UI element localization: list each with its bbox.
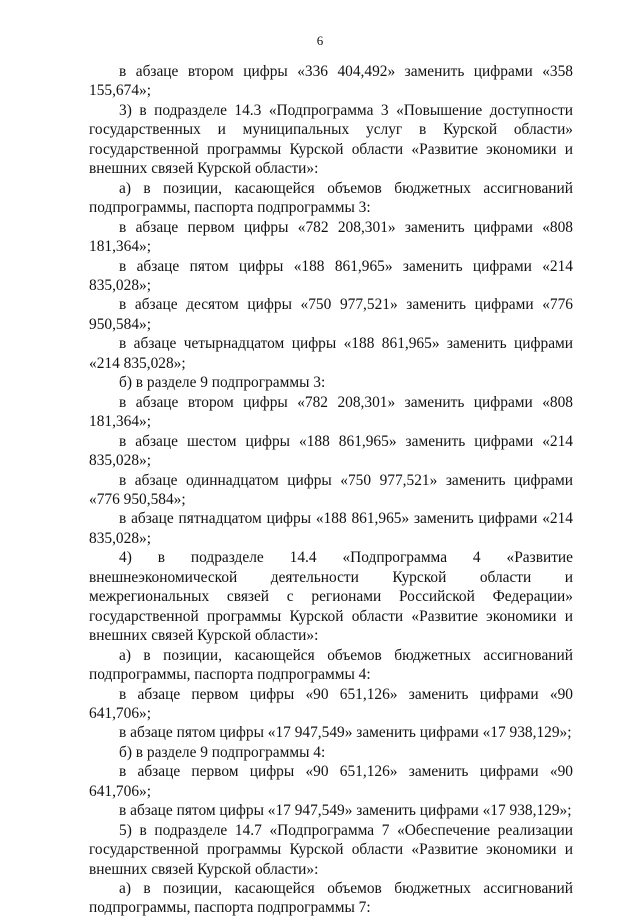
paragraph: в абзаце пятнадцатом цифры «188 861,965» заменить цифрами «214 835,028»; — [89, 510, 573, 547]
paragraph: в абзаце пятом цифры «188 861,965» заменить цифрами «214 835,028»; — [89, 257, 573, 294]
paragraph: в абзаце втором цифры «336 404,492» заменить цифрами «358 155,674»; — [89, 63, 573, 100]
paragraph: 5) в подразделе 14.7 «Подпрограмма 7 «Обеспечение реализации государственной программы Курской области «Развитие экономики и внешних связей Курской области»: — [89, 821, 573, 878]
page-number: 6 — [316, 33, 324, 48]
paragraph: в абзаце шестом цифры «188 861,965» заменить цифрами «214 835,028»; — [89, 432, 573, 470]
paragraph: в абзаце десятом цифры «750 977,521» заменить цифрами «776 950,584»; — [89, 296, 573, 333]
document-body — [89, 62, 573, 918]
paragraph: в абзаце пятом цифры «17 947,549» заменить цифрами «17 938,129»; — [119, 802, 572, 820]
paragraph: б) в разделе 9 подпрограммы 3: — [119, 374, 326, 392]
paragraph: а) в позиции, касающейся объемов бюджетных ассигнований подпрограммы, паспорта подпрограммы 4: — [89, 646, 573, 684]
paragraph: в абзаце первом цифры «90 651,126» заменить цифрами «90 641,706»; — [89, 685, 573, 722]
paragraph: в абзаце втором цифры «782 208,301» заменить цифрами «808 181,364»; — [89, 393, 573, 431]
paragraph: в абзаце первом цифры «782 208,301» заменить цифрами «808 181,364»; — [89, 218, 573, 256]
paragraph: в абзаце четырнадцатом цифры «188 861,965» заменить цифрами «214 835,028»; — [89, 335, 573, 372]
paragraph: а) в позиции, касающейся объемов бюджетных ассигнований подпрограммы, паспорта подпрограммы 7: — [89, 880, 573, 917]
paragraph: в абзаце первом цифры «90 651,126» заменить цифрами «90 641,706»; — [89, 763, 573, 800]
paragraph: а) в позиции, касающейся объемов бюджетных ассигнований подпрограммы, паспорта подпрограммы 3: — [89, 179, 573, 217]
paragraph: 3) в подразделе 14.3 «Подпрограмма 3 «Повышение доступности государственных и муниципальных услуг в Курской области» государственной программы Курской области «Развитие экономики и внешних связей Курской области»: — [89, 101, 573, 178]
paragraph: в абзаце пятом цифры «17 947,549» заменить цифрами «17 938,129»; — [119, 724, 572, 742]
paragraph: в абзаце одиннадцатом цифры «750 977,521» заменить цифрами «776 950,584»; — [89, 471, 573, 508]
paragraph: 4) в подразделе 14.4 «Подпрограмма 4 «Развитие внешнеэкономической деятельности Курской области и межрегиональных связей с регионами Российской Федерации» государственной программы Курской области «Развитие экономики и внешних связей Курской области»: — [89, 549, 573, 645]
paragraph: б) в разделе 9 подпрограммы 4: — [119, 743, 326, 761]
